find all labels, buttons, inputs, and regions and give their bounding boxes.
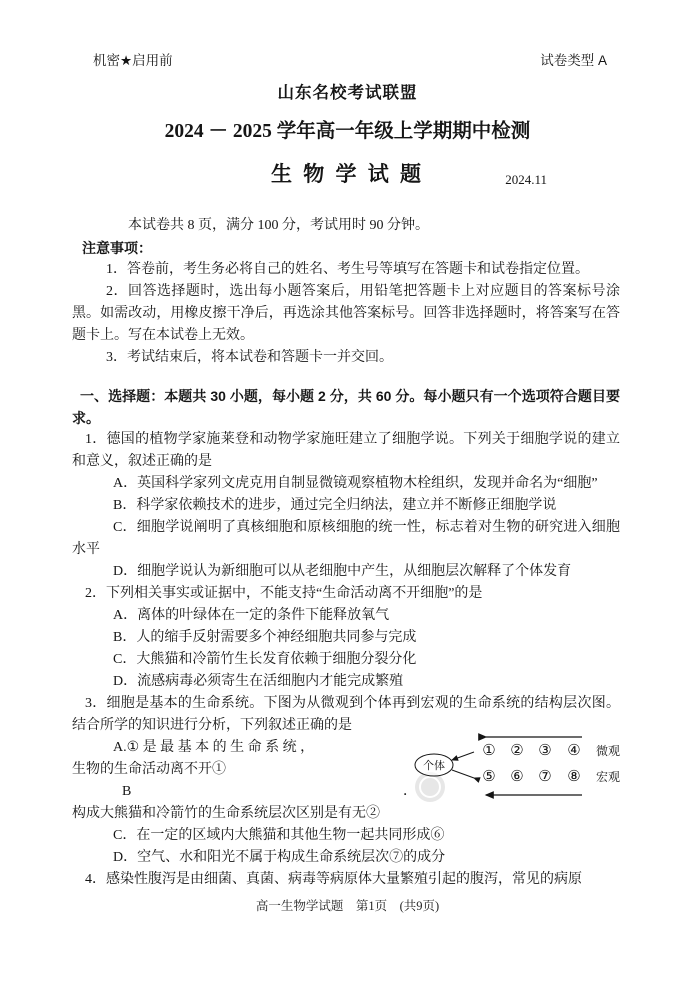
- notice-item-2: 2．回答选择题时，选出每小题答案后，用铅笔把答题卡上对应题目的答案标号涂黑。如需改动，用橡皮擦干净后，再选涂其他答案标号。回答非选择题时，将答案写在答题卡上。写在本试卷上无效。: [72, 284, 620, 343]
- level-4-circle: ④: [567, 743, 581, 759]
- paper-body: [72, 215, 620, 891]
- question-2-option-a: A．离体的叶绿体在一定的条件下能释放氧气: [113, 608, 390, 623]
- question-1-option-b: B．科学家依赖技术的进步，通过完全归纳法，建立并不断修正细胞学说: [113, 498, 557, 513]
- question-3-options-zone: [72, 737, 620, 869]
- question-3-option-a-line1: A.① 是 最 基 本 的 生 命 系 统 ，: [113, 740, 315, 755]
- notice-item-3: 3．考试结束后，将本试卷和答题卡一并交回。: [106, 350, 393, 365]
- paper-summary: 本试卷共 8 页，满分 100 分，考试用时 90 分钟。: [128, 218, 429, 233]
- question-2-option-c: C．大熊猫和冷箭竹生长发育依赖于细胞分裂分化: [113, 652, 417, 667]
- question-3-option-a-line2: 生物的生命活动离不开①: [72, 762, 226, 777]
- level-7-circle: ⑦: [538, 769, 552, 785]
- notice-heading: 注意事项：: [82, 240, 152, 256]
- organization-title: 山东名校考试联盟: [277, 83, 418, 102]
- question-1-option-c: C．细胞学说阐明了真核细胞和原核细胞的统一性，标志着对生物的研究进入细胞水平: [72, 520, 620, 557]
- question-3-option-b-dot: ．: [403, 784, 417, 799]
- section-heading: 一、选择题：本题共 30 小题，每小题 2 分，共 60 分。每小题只有一个选项符合题目要求。: [72, 388, 620, 426]
- question-3-option-b-label: B: [122, 784, 132, 799]
- page-footer: 高一生物学试题 第1页 (共9页): [255, 899, 440, 913]
- question-3-stem: 3．细胞是基本的生命系统。下图为从微观到个体再到宏观的生命系统的结构层次图。结合所学的知识进行分析，下列叙述正确的是: [72, 696, 620, 733]
- level-2-circle: ②: [510, 743, 524, 759]
- question-3-option-d: D．空气、水和阳光不属于构成生命系统层次⑦的成分: [113, 850, 446, 865]
- question-3-option-c: C．在一定的区域内大熊猫和其他生物一起共同形成⑥: [113, 828, 445, 843]
- macro-label: 宏观: [595, 770, 621, 784]
- paper-date: 2024.11: [505, 172, 547, 187]
- level-3-circle: ③: [538, 743, 552, 759]
- question-2-stem: 2．下列相关事实或证据中，不能支持“生命活动离不开细胞”的是: [85, 586, 483, 601]
- life-system-levels-figure: [412, 729, 634, 813]
- question-3-option-b-line: [72, 781, 417, 803]
- paper-title: 生 物 学 试 题: [271, 162, 424, 186]
- question-2-option-d: D．流感病毒必须寄生在活细胞内才能完成繁殖: [113, 674, 404, 689]
- level-5-circle: ⑤: [482, 769, 496, 785]
- micro-label: 微观: [595, 744, 621, 758]
- level-6-circle: ⑥: [510, 769, 524, 785]
- exam-session-title: 2024 － 2025 学年高一年级上学期期中检测: [164, 121, 531, 142]
- paper-type-label: 试卷类型 A: [540, 53, 607, 68]
- individual-node-label: 个体: [423, 760, 445, 772]
- confidential-label: 机密★启用前: [93, 53, 173, 68]
- level-1-circle: ①: [482, 743, 496, 759]
- question-1-stem: 1．德国的植物学家施莱登和动物学家施旺建立了细胞学说。下列关于细胞学说的建立和意义，叙述正确的是: [72, 432, 620, 469]
- question-1-option-d: D．细胞学说认为新细胞可以从老细胞中产生，从细胞层次解释了个体发育: [113, 564, 572, 579]
- watermark-seal: [415, 772, 445, 802]
- paper-title-row: [0, 159, 695, 189]
- level-8-circle: ⑧: [567, 769, 581, 785]
- connector-to-micro: [452, 752, 474, 760]
- notice-item-1: 1．答卷前，考生务必将自己的姓名、考生号等填写在答题卡和试卷指定位置。: [106, 262, 589, 277]
- question-2-option-b: B．人的缩手反射需要多个神经细胞共同参与完成: [113, 630, 417, 645]
- question-3-option-b-rest: 构成大熊猫和冷箭竹的生命系统层次区别是有无②: [72, 806, 380, 821]
- question-1-option-a: A．英国科学家列文虎克用自制显微镜观察植物木栓组织，发现并命名为“细胞”: [113, 476, 598, 491]
- question-4-stem: 4．感染性腹泻是由细菌、真菌、病毒等病原体大量繁殖引起的腹泻，常见的病原: [85, 872, 582, 887]
- connector-to-macro: [452, 770, 474, 778]
